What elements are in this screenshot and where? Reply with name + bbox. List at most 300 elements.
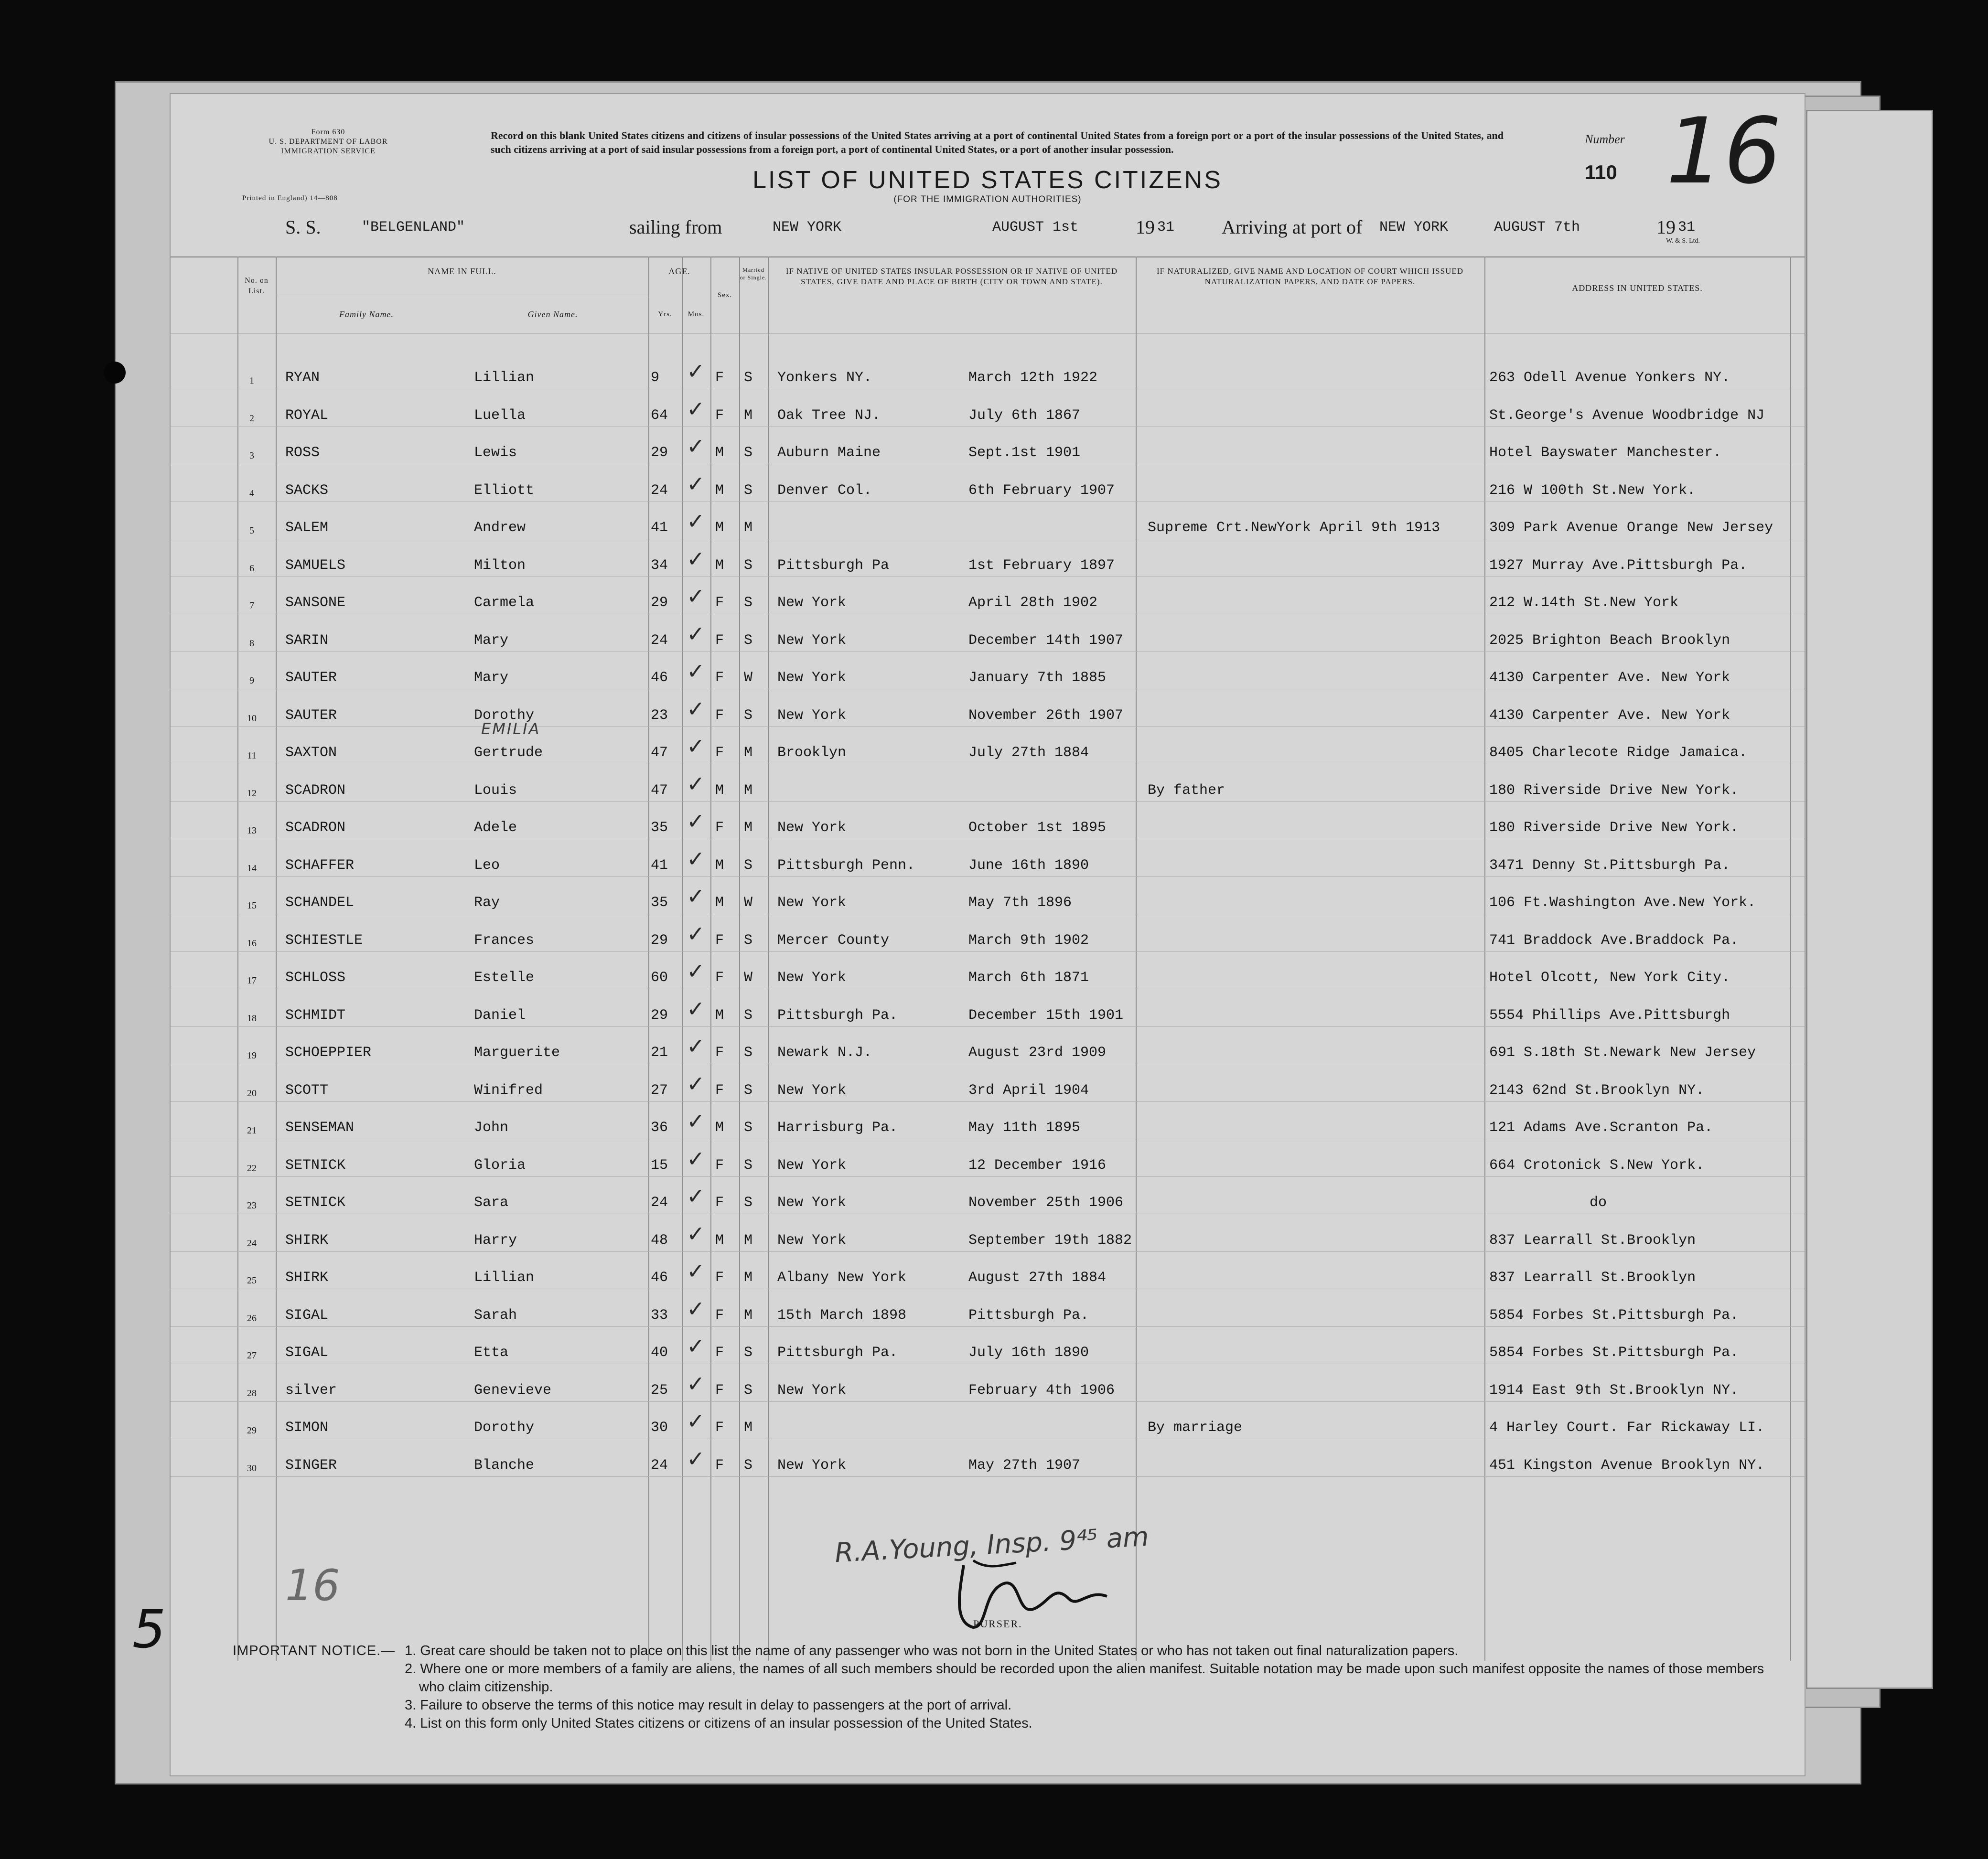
col-rule bbox=[648, 256, 649, 1661]
birth-place: New York bbox=[777, 1382, 847, 1399]
check-mark-icon: ✓ bbox=[687, 433, 705, 459]
number-label: Number bbox=[1585, 132, 1625, 146]
age-years: 48 bbox=[651, 1232, 668, 1249]
age-years: 21 bbox=[651, 1045, 668, 1061]
row-rule bbox=[171, 1101, 1805, 1102]
age-years: 35 bbox=[651, 820, 668, 836]
row-number: 11 bbox=[247, 750, 257, 761]
birth-date: Pittsburgh Pa. bbox=[968, 1307, 1089, 1324]
us-address: 4130 Carpenter Ave. New York bbox=[1489, 670, 1730, 686]
col-rule bbox=[1790, 256, 1791, 1661]
sex: F bbox=[715, 1082, 724, 1099]
us-address: Hotel Bayswater Manchester. bbox=[1489, 445, 1722, 461]
check-mark-icon: ✓ bbox=[687, 1295, 705, 1322]
department: U. S. DEPARTMENT OF LABOR bbox=[269, 138, 388, 146]
family-name: SETNICK bbox=[285, 1195, 346, 1211]
row-number: 20 bbox=[247, 1088, 257, 1099]
us-address: 664 Crotonick S.New York. bbox=[1489, 1157, 1705, 1174]
family-name: silver bbox=[285, 1382, 337, 1399]
birth-date: March 12th 1922 bbox=[968, 370, 1098, 386]
number-handwritten: 16 bbox=[1666, 98, 1782, 204]
row-number: 8 bbox=[249, 638, 254, 649]
birth-date: 1st February 1897 bbox=[968, 557, 1115, 574]
sex: F bbox=[715, 1307, 724, 1324]
birth-place: Mercer County bbox=[777, 932, 890, 949]
year-prefix-2: 19 bbox=[1656, 216, 1676, 238]
check-mark-icon: ✓ bbox=[687, 883, 705, 909]
arriving-label: Arriving at port of bbox=[1222, 216, 1363, 238]
check-mark-icon: ✓ bbox=[687, 995, 705, 1022]
age-years: 41 bbox=[651, 857, 668, 874]
marital-status: S bbox=[744, 1045, 753, 1061]
check-mark-icon: ✓ bbox=[687, 583, 705, 609]
family-name: SIGAL bbox=[285, 1307, 329, 1324]
header-married: Married or Single. bbox=[740, 267, 767, 281]
passenger-table bbox=[171, 256, 1805, 1661]
age-years: 29 bbox=[651, 932, 668, 949]
check-mark-icon: ✓ bbox=[687, 845, 705, 872]
family-name: SAXTON bbox=[285, 745, 337, 761]
row-number: 12 bbox=[247, 788, 257, 799]
check-mark-icon: ✓ bbox=[687, 958, 705, 984]
age-years: 25 bbox=[651, 1382, 668, 1399]
check-mark-icon: ✓ bbox=[687, 770, 705, 797]
family-name: SCHOEPPIER bbox=[285, 1045, 372, 1061]
given-name: Leo bbox=[474, 857, 500, 874]
sex: M bbox=[715, 1120, 724, 1136]
col-rule bbox=[739, 256, 740, 1661]
birth-place: Denver Col. bbox=[777, 482, 872, 499]
col-rule bbox=[768, 256, 769, 1661]
birth-date: December 14th 1907 bbox=[968, 632, 1124, 649]
given-name: Lillian bbox=[474, 1270, 535, 1286]
birth-date: 12 December 1916 bbox=[968, 1157, 1107, 1174]
birth-place: New York bbox=[777, 895, 847, 911]
family-name: ROSS bbox=[285, 445, 320, 461]
birth-place: 15th March 1898 bbox=[777, 1307, 907, 1324]
marital-status: S bbox=[744, 1120, 753, 1136]
row-rule bbox=[171, 1026, 1805, 1027]
given-name: Mary bbox=[474, 632, 509, 649]
marital-status: M bbox=[744, 820, 753, 836]
given-name: Marguerite bbox=[474, 1045, 560, 1061]
number-printed: 110 bbox=[1585, 161, 1617, 183]
row-number: 21 bbox=[247, 1125, 257, 1136]
family-name: SARIN bbox=[285, 632, 329, 649]
from-port: NEW YORK bbox=[773, 219, 842, 235]
marital-status: M bbox=[744, 745, 753, 761]
col-rule bbox=[682, 256, 683, 1661]
given-name: Genevieve bbox=[474, 1382, 552, 1399]
us-address: 5854 Forbes St.Pittsburgh Pa. bbox=[1489, 1307, 1739, 1324]
col-rule bbox=[237, 256, 238, 1661]
age-years: 46 bbox=[651, 670, 668, 686]
page-title: LIST OF UNITED STATES CITIZENS bbox=[752, 166, 1223, 194]
purser-label: PURSER. bbox=[973, 1618, 1022, 1630]
punch-hole bbox=[104, 362, 126, 384]
check-mark-icon: ✓ bbox=[687, 395, 705, 422]
birth-date: June 16th 1890 bbox=[968, 857, 1089, 874]
arrival-date: AUGUST 7th bbox=[1494, 219, 1580, 235]
sex: F bbox=[715, 1382, 724, 1399]
header-yrs: Yrs. bbox=[658, 310, 672, 318]
given-name: Daniel bbox=[474, 1007, 526, 1024]
signature-scribble bbox=[945, 1556, 1117, 1632]
row-number: 26 bbox=[247, 1313, 257, 1324]
col-rule bbox=[1136, 256, 1137, 1661]
inspector-annotation: R.A.Young, Insp. 9⁴⁵ am bbox=[834, 1521, 1150, 1569]
us-address: 180 Riverside Drive New York. bbox=[1489, 820, 1739, 836]
form-header bbox=[257, 128, 400, 156]
age-years: 35 bbox=[651, 895, 668, 911]
given-name: John bbox=[474, 1120, 509, 1136]
sex: F bbox=[715, 632, 724, 649]
age-years: 9 bbox=[651, 370, 660, 386]
birth-place: Oak Tree NJ. bbox=[777, 407, 881, 424]
birth-date: August 23rd 1909 bbox=[968, 1045, 1107, 1061]
check-mark-icon: ✓ bbox=[687, 920, 705, 947]
marital-status: S bbox=[744, 1157, 753, 1174]
family-name: SANSONE bbox=[285, 595, 346, 611]
birth-place: New York bbox=[777, 670, 847, 686]
age-years: 33 bbox=[651, 1307, 668, 1324]
naturalization: By marriage bbox=[1148, 1420, 1243, 1436]
marital-status: M bbox=[744, 1420, 753, 1436]
family-name: SAUTER bbox=[285, 670, 337, 686]
birth-place: New York bbox=[777, 1232, 847, 1249]
check-mark-icon: ✓ bbox=[687, 470, 705, 497]
header-address: ADDRESS IN UNITED STATES. bbox=[1572, 283, 1703, 293]
birth-date: 6th February 1907 bbox=[968, 482, 1115, 499]
family-name: SIMON bbox=[285, 1420, 329, 1436]
sex: F bbox=[715, 932, 724, 949]
birth-place: New York bbox=[777, 820, 847, 836]
family-name: ROYAL bbox=[285, 407, 329, 424]
birth-date: Sept.1st 1901 bbox=[968, 445, 1081, 461]
marital-status: S bbox=[744, 595, 753, 611]
check-mark-icon: ✓ bbox=[687, 1033, 705, 1059]
age-years: 46 bbox=[651, 1270, 668, 1286]
us-address: 106 Ft.Washington Ave.New York. bbox=[1489, 895, 1756, 911]
given-name: Lillian bbox=[474, 370, 535, 386]
handwritten-page-number: 16 bbox=[285, 1560, 340, 1611]
row-number: 9 bbox=[249, 675, 254, 686]
purser-signature bbox=[945, 1556, 1117, 1646]
sex: F bbox=[715, 1157, 724, 1174]
header-birth: IF NATIVE OF UNITED STATES INSULAR POSSESSION OR IF NATIVE OF UNITED STATES, GIVE DATE AND PLACE OF BIRTH (CITY OR TOWN AND STATE). bbox=[785, 267, 1118, 286]
us-address: 180 Riverside Drive New York. bbox=[1489, 782, 1739, 799]
birth-date: March 9th 1902 bbox=[968, 932, 1089, 949]
header-no: No. on List. bbox=[245, 277, 269, 295]
age-years: 24 bbox=[651, 482, 668, 499]
us-address: 1927 Murray Ave.Pittsburgh Pa. bbox=[1489, 557, 1748, 574]
sex: M bbox=[715, 1007, 724, 1024]
birth-place: New York bbox=[777, 1157, 847, 1174]
us-address: St.George's Avenue Woodbridge NJ bbox=[1489, 407, 1765, 424]
given-name: Ray bbox=[474, 895, 500, 911]
margin-mark: 5 bbox=[132, 1599, 166, 1660]
check-mark-icon: ✓ bbox=[687, 1258, 705, 1284]
birth-date: May 27th 1907 bbox=[968, 1457, 1081, 1474]
row-number: 18 bbox=[247, 1013, 257, 1024]
sex: F bbox=[715, 370, 724, 386]
marital-status: S bbox=[744, 1457, 753, 1474]
check-mark-icon: ✓ bbox=[687, 1108, 705, 1134]
age-years: 27 bbox=[651, 1082, 668, 1099]
age-years: 36 bbox=[651, 1120, 668, 1136]
row-rule bbox=[171, 1401, 1805, 1402]
us-address: 1914 East 9th St.Brooklyn NY. bbox=[1489, 1382, 1739, 1399]
family-name: RYAN bbox=[285, 370, 320, 386]
age-years: 64 bbox=[651, 407, 668, 424]
header-sex: Sex. bbox=[717, 291, 732, 299]
age-years: 29 bbox=[651, 595, 668, 611]
age-years: 24 bbox=[651, 1195, 668, 1211]
birth-date: August 27th 1884 bbox=[968, 1270, 1107, 1286]
notice-item: 4. List on this form only United States citizens or citizens of an insular possession of the United States. bbox=[405, 1716, 1032, 1731]
sex: F bbox=[715, 1345, 724, 1361]
given-name: Winifred bbox=[474, 1082, 543, 1099]
ss-label: S. S. bbox=[285, 216, 321, 238]
row-rule bbox=[171, 1476, 1805, 1477]
check-mark-icon: ✓ bbox=[687, 508, 705, 534]
birth-date: 3rd April 1904 bbox=[968, 1082, 1089, 1099]
sex: F bbox=[715, 820, 724, 836]
year-prefix-1: 19 bbox=[1136, 216, 1155, 238]
family-name: SENSEMAN bbox=[285, 1120, 355, 1136]
given-name: Gertrude bbox=[474, 745, 543, 761]
given-name: Louis bbox=[474, 782, 517, 799]
sex: F bbox=[715, 1195, 724, 1211]
row-rule bbox=[171, 1176, 1805, 1177]
birth-place: Newark N.J. bbox=[777, 1045, 872, 1061]
marital-status: M bbox=[744, 520, 753, 536]
row-number: 24 bbox=[247, 1238, 257, 1249]
family-name: SACKS bbox=[285, 482, 329, 499]
given-name: Dorothy bbox=[474, 1420, 535, 1436]
birth-date: July 27th 1884 bbox=[968, 745, 1089, 761]
family-name: SAMUELS bbox=[285, 557, 346, 574]
given-name: Carmela bbox=[474, 595, 535, 611]
header-name-in-full: NAME IN FULL. bbox=[428, 267, 496, 276]
marital-status: S bbox=[744, 557, 753, 574]
birth-date: April 28th 1902 bbox=[968, 595, 1098, 611]
sex: F bbox=[715, 1420, 724, 1436]
check-mark-icon: ✓ bbox=[687, 695, 705, 722]
row-rule bbox=[171, 1251, 1805, 1252]
marital-status: S bbox=[744, 482, 753, 499]
given-name: Andrew bbox=[474, 520, 526, 536]
given-name: Adele bbox=[474, 820, 517, 836]
sex: F bbox=[715, 1045, 724, 1061]
background-page-edge-right bbox=[1806, 110, 1933, 1689]
marital-status: W bbox=[744, 895, 753, 911]
age-years: 23 bbox=[651, 707, 668, 724]
sex: M bbox=[715, 782, 724, 799]
given-name: Blanche bbox=[474, 1457, 535, 1474]
birth-date: September 19th 1882 bbox=[968, 1232, 1132, 1249]
row-rule bbox=[171, 951, 1805, 952]
handwritten-emilia: EMILIA bbox=[481, 720, 541, 738]
col-rule bbox=[276, 256, 277, 1661]
row-number: 3 bbox=[249, 450, 254, 461]
birth-date: November 26th 1907 bbox=[968, 707, 1124, 724]
sail-date: AUGUST 1st bbox=[992, 219, 1079, 235]
birth-place: Brooklyn bbox=[777, 745, 847, 761]
given-name: Luella bbox=[474, 407, 526, 424]
family-name: SCHIESTLE bbox=[285, 932, 363, 949]
row-number: 1 bbox=[249, 375, 254, 386]
check-mark-icon: ✓ bbox=[687, 1408, 705, 1434]
birth-date: December 15th 1901 bbox=[968, 1007, 1124, 1024]
check-mark-icon: ✓ bbox=[687, 1445, 705, 1472]
check-mark-icon: ✓ bbox=[687, 658, 705, 684]
birth-date: January 7th 1885 bbox=[968, 670, 1107, 686]
row-number: 5 bbox=[249, 525, 254, 536]
birth-date: October 1st 1895 bbox=[968, 820, 1107, 836]
birth-place: New York bbox=[777, 632, 847, 649]
birth-place: New York bbox=[777, 1457, 847, 1474]
notice-list bbox=[405, 1642, 1790, 1732]
marital-status: S bbox=[744, 857, 753, 874]
birth-place: Pittsburgh Pa. bbox=[777, 1345, 898, 1361]
us-address: 263 Odell Avenue Yonkers NY. bbox=[1489, 370, 1730, 386]
form-instructions: Record on this blank United States citizens and citizens of insular possessions of the United States arriving at a port of continental United States from a foreign port or a port of the insular possessions of the United States, and such citizens arriving at a port of said insular possessions from a foreign port, a port of continental United States, or a port of another insular possession. bbox=[491, 129, 1504, 155]
given-name: Harry bbox=[474, 1232, 517, 1249]
birth-place: Pittsburgh Pa bbox=[777, 557, 890, 574]
marital-status: W bbox=[744, 670, 753, 686]
us-address: 4130 Carpenter Ave. New York bbox=[1489, 707, 1730, 724]
row-number: 30 bbox=[247, 1463, 257, 1474]
birth-place: Auburn Maine bbox=[777, 445, 881, 461]
birth-place: Pittsburgh Pa. bbox=[777, 1007, 898, 1024]
marital-status: S bbox=[744, 1382, 753, 1399]
row-number: 10 bbox=[247, 713, 257, 724]
check-mark-icon: ✓ bbox=[687, 1220, 705, 1247]
check-mark-icon: ✓ bbox=[687, 733, 705, 759]
us-address: 2143 62nd St.Brooklyn NY. bbox=[1489, 1082, 1705, 1099]
given-name: Dorothy bbox=[474, 707, 535, 724]
family-name: SHIRK bbox=[285, 1232, 329, 1249]
marital-status: M bbox=[744, 1307, 753, 1324]
family-name: SCHAFFER bbox=[285, 857, 355, 874]
us-address: 216 W 100th St.New York. bbox=[1489, 482, 1696, 499]
age-years: 47 bbox=[651, 745, 668, 761]
family-name: SAUTER bbox=[285, 707, 337, 724]
table-top-rule bbox=[171, 256, 1805, 257]
row-number: 27 bbox=[247, 1350, 257, 1361]
given-name: Etta bbox=[474, 1345, 509, 1361]
birth-date: July 16th 1890 bbox=[968, 1345, 1089, 1361]
family-name: SCHMIDT bbox=[285, 1007, 346, 1024]
check-mark-icon: ✓ bbox=[687, 358, 705, 384]
marital-status: S bbox=[744, 370, 753, 386]
birth-date: July 6th 1867 bbox=[968, 407, 1081, 424]
us-address: 741 Braddock Ave.Braddock Pa. bbox=[1489, 932, 1739, 949]
age-years: 29 bbox=[651, 1007, 668, 1024]
marital-status: S bbox=[744, 445, 753, 461]
row-number: 14 bbox=[247, 863, 257, 874]
age-years: 47 bbox=[651, 782, 668, 799]
service: IMMIGRATION SERVICE bbox=[281, 147, 376, 155]
row-number: 17 bbox=[247, 975, 257, 986]
birth-date: May 7th 1896 bbox=[968, 895, 1072, 911]
birth-place: New York bbox=[777, 1195, 847, 1211]
marital-status: S bbox=[744, 932, 753, 949]
us-address: do bbox=[1590, 1195, 1607, 1211]
marital-status: M bbox=[744, 782, 753, 799]
birth-date: November 25th 1906 bbox=[968, 1195, 1124, 1211]
header-age: AGE. bbox=[668, 267, 690, 276]
us-address: 4 Harley Court. Far Rickaway LI. bbox=[1489, 1420, 1765, 1436]
us-address: 3471 Denny St.Pittsburgh Pa. bbox=[1489, 857, 1730, 874]
check-mark-icon: ✓ bbox=[687, 1070, 705, 1097]
marital-status: S bbox=[744, 1345, 753, 1361]
sex: M bbox=[715, 857, 724, 874]
header-naturalized: IF NATURALIZED, GIVE NAME AND LOCATION OF COURT WHICH ISSUED NATURALIZATION PAPERS, AND DATE OF PAPERS. bbox=[1156, 267, 1463, 286]
row-rule bbox=[171, 801, 1805, 802]
us-address: 8405 Charlecote Ridge Jamaica. bbox=[1489, 745, 1748, 761]
birth-place: New York bbox=[777, 970, 847, 986]
given-name: Milton bbox=[474, 557, 526, 574]
notice-item: 1. Great care should be taken not to place on this list the name of any passenger who was not born in the United States or who has not taken out final naturalization papers. bbox=[405, 1643, 1459, 1658]
row-number: 15 bbox=[247, 900, 257, 911]
row-number: 28 bbox=[247, 1388, 257, 1399]
year-2: 31 bbox=[1678, 219, 1696, 235]
age-years: 34 bbox=[651, 557, 668, 574]
marital-status: W bbox=[744, 970, 753, 986]
header-family-name: Family Name. bbox=[339, 310, 394, 319]
check-mark-icon: ✓ bbox=[687, 620, 705, 647]
row-number: 2 bbox=[249, 413, 254, 424]
sex: F bbox=[715, 595, 724, 611]
family-name: SHIRK bbox=[285, 1270, 329, 1286]
given-name: Estelle bbox=[474, 970, 535, 986]
family-name: SCOTT bbox=[285, 1082, 329, 1099]
family-name: SCADRON bbox=[285, 820, 346, 836]
row-number: 25 bbox=[247, 1275, 257, 1286]
sex: F bbox=[715, 707, 724, 724]
marital-status: M bbox=[744, 1232, 753, 1249]
family-name: SALEM bbox=[285, 520, 329, 536]
sex: M bbox=[715, 1232, 724, 1249]
sex: F bbox=[715, 670, 724, 686]
age-years: 41 bbox=[651, 520, 668, 536]
row-number: 22 bbox=[247, 1163, 257, 1174]
sex: M bbox=[715, 445, 724, 461]
family-name: SCHLOSS bbox=[285, 970, 346, 986]
us-address: 121 Adams Ave.Scranton Pa. bbox=[1489, 1120, 1713, 1136]
birth-place: Albany New York bbox=[777, 1270, 907, 1286]
sex: M bbox=[715, 557, 724, 574]
notice-item: 2. Where one or more members of a family are aliens, the names of all such members should be recorded upon the alien manifest. Suitable notation may be made upon such manifest opposite the names of those members who claim citizenship. bbox=[405, 1661, 1764, 1695]
marital-status: S bbox=[744, 1195, 753, 1211]
birth-date: February 4th 1906 bbox=[968, 1382, 1115, 1399]
marital-status: S bbox=[744, 1007, 753, 1024]
birth-date: May 11th 1895 bbox=[968, 1120, 1081, 1136]
sex: F bbox=[715, 407, 724, 424]
row-number: 16 bbox=[247, 938, 257, 949]
form-number: Form 630 bbox=[311, 128, 345, 136]
age-years: 30 bbox=[651, 1420, 668, 1436]
col-rule bbox=[1484, 256, 1485, 1661]
sex: F bbox=[715, 1457, 724, 1474]
sex: F bbox=[715, 745, 724, 761]
us-address: 451 Kingston Avenue Brooklyn NY. bbox=[1489, 1457, 1765, 1474]
given-name: Frances bbox=[474, 932, 535, 949]
us-address: 2025 Brighton Beach Brooklyn bbox=[1489, 632, 1730, 649]
age-years: 24 bbox=[651, 632, 668, 649]
